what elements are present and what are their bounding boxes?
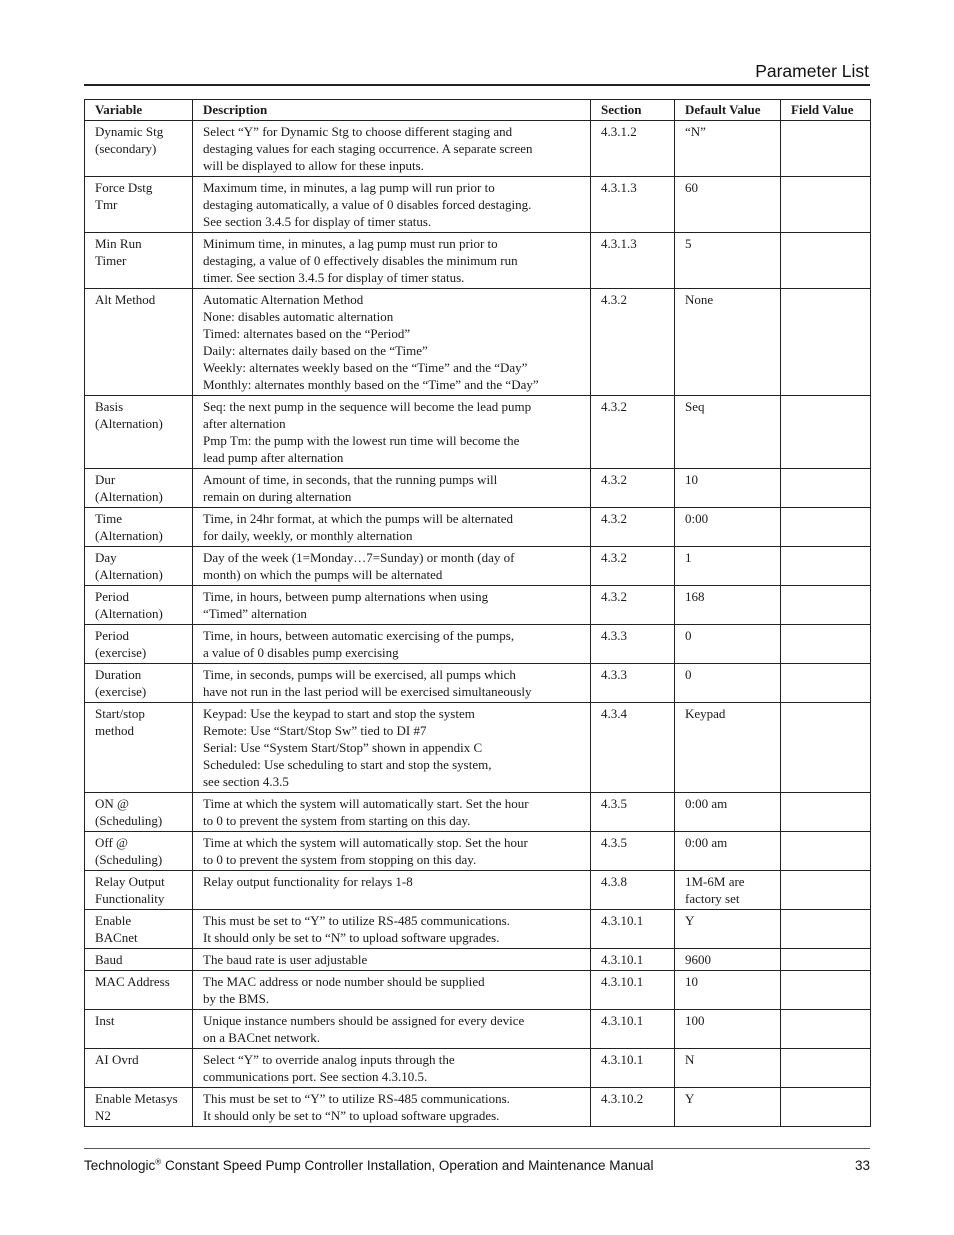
default-value-cell: 0 (675, 625, 781, 664)
default-value-cell: Seq (675, 396, 781, 469)
section-cell: 4.3.2 (591, 289, 675, 396)
page-title: Parameter List (755, 61, 869, 81)
table-row (85, 233, 871, 289)
field-value-cell[interactable] (781, 469, 871, 508)
description-cell: Minimum time, in minutes, a lag pump must run prior to destaging, a value of 0 effectively disables the minimum run timer. See section 3.4.5 for display of timer status. (193, 233, 591, 289)
variable-cell: Inst (85, 1010, 193, 1049)
section-cell: 4.3.1.3 (591, 177, 675, 233)
table-row (85, 396, 871, 469)
variable-cell: Duration (exercise) (85, 664, 193, 703)
variable-cell: Period (Alternation) (85, 586, 193, 625)
field-value-cell[interactable] (781, 625, 871, 664)
variable-cell: Day (Alternation) (85, 547, 193, 586)
section-cell: 4.3.10.2 (591, 1088, 675, 1127)
description-cell: Day of the week (1=Monday…7=Sunday) or month (day of month) on which the pumps will be alternated (193, 547, 591, 586)
description-cell: Select “Y” for Dynamic Stg to choose different staging and destaging values for each staging occurrence. A separate screen will be displayed to allow for these inputs. (193, 121, 591, 177)
description-cell: Maximum time, in minutes, a lag pump will run prior to destaging automatically, a value of 0 disables forced destaging. See section 3.4.5 for display of timer status. (193, 177, 591, 233)
footer-brand: Technologic (84, 1158, 156, 1173)
column-header-default-value: Default Value (675, 100, 781, 121)
header-row (85, 100, 871, 121)
default-value-cell: 0:00 (675, 508, 781, 547)
section-cell: 4.3.10.1 (591, 910, 675, 949)
registered-mark: ® (155, 1157, 162, 1167)
description-cell: Automatic Alternation Method None: disables automatic alternation Timed: alternates based on the “Period” Daily: alternates daily based on the “Time” Weekly: alternates weekly based on the “Time” and the “Day” Monthly: alternates monthly based on the “Time” and the “Day” (193, 289, 591, 396)
variable-cell: Alt Method (85, 289, 193, 396)
field-value-cell[interactable] (781, 1010, 871, 1049)
description-cell: Time at which the system will automatically start. Set the hour to 0 to prevent the system from starting on this day. (193, 793, 591, 832)
table-body (85, 121, 871, 1127)
variable-cell: Period (exercise) (85, 625, 193, 664)
description-cell: Time at which the system will automatically stop. Set the hour to 0 to prevent the system from stopping on this day. (193, 832, 591, 871)
footer-rule (84, 1148, 870, 1149)
section-cell: 4.3.1.2 (591, 121, 675, 177)
default-value-cell: 1 (675, 547, 781, 586)
variable-cell: Enable Metasys N2 (85, 1088, 193, 1127)
default-value-cell: 0 (675, 664, 781, 703)
field-value-cell[interactable] (781, 177, 871, 233)
section-cell: 4.3.2 (591, 508, 675, 547)
table-row (85, 971, 871, 1010)
default-value-cell: 5 (675, 233, 781, 289)
variable-cell: Time (Alternation) (85, 508, 193, 547)
section-cell: 4.3.10.1 (591, 1010, 675, 1049)
description-cell: This must be set to “Y” to utilize RS-485 communications. It should only be set to “N” to upload software upgrades. (193, 910, 591, 949)
section-cell: 4.3.10.1 (591, 971, 675, 1010)
default-value-cell: 100 (675, 1010, 781, 1049)
variable-cell: Force Dstg Tmr (85, 177, 193, 233)
table-row (85, 832, 871, 871)
field-value-cell[interactable] (781, 1088, 871, 1127)
table-row (85, 469, 871, 508)
variable-cell: Min Run Timer (85, 233, 193, 289)
footer (84, 1158, 870, 1173)
field-value-cell[interactable] (781, 289, 871, 396)
default-value-cell: Y (675, 910, 781, 949)
field-value-cell[interactable] (781, 121, 871, 177)
variable-cell: Baud (85, 949, 193, 971)
table-header (85, 100, 871, 121)
table-row (85, 664, 871, 703)
page-number: 33 (854, 1158, 870, 1173)
variable-cell: Dur (Alternation) (85, 469, 193, 508)
field-value-cell[interactable] (781, 396, 871, 469)
column-header-description: Description (193, 100, 591, 121)
default-value-cell: 1M-6M are factory set (675, 871, 781, 910)
table-row (85, 1049, 871, 1088)
description-cell: Time, in hours, between pump alternations when using “Timed” alternation (193, 586, 591, 625)
description-cell: This must be set to “Y” to utilize RS-485 communications. It should only be set to “N” to upload software upgrades. (193, 1088, 591, 1127)
default-value-cell: Y (675, 1088, 781, 1127)
section-cell: 4.3.3 (591, 625, 675, 664)
default-value-cell: 10 (675, 971, 781, 1010)
field-value-cell[interactable] (781, 871, 871, 910)
section-cell: 4.3.2 (591, 547, 675, 586)
table-row (85, 625, 871, 664)
field-value-cell[interactable] (781, 233, 871, 289)
field-value-cell[interactable] (781, 703, 871, 793)
table-row (85, 1010, 871, 1049)
variable-cell: MAC Address (85, 971, 193, 1010)
description-cell: Keypad: Use the keypad to start and stop the system Remote: Use “Start/Stop Sw” tied to DI #7 Serial: Use “System Start/Stop” shown in appendix C Scheduled: Use scheduling to start and stop the system, see section 4.3.5 (193, 703, 591, 793)
table-row (85, 703, 871, 793)
default-value-cell: 60 (675, 177, 781, 233)
default-value-cell: None (675, 289, 781, 396)
default-value-cell: Keypad (675, 703, 781, 793)
description-cell: Relay output functionality for relays 1-8 (193, 871, 591, 910)
description-cell: Amount of time, in seconds, that the running pumps will remain on during alternation (193, 469, 591, 508)
variable-cell: Dynamic Stg (secondary) (85, 121, 193, 177)
table-row (85, 1088, 871, 1127)
field-value-cell[interactable] (781, 971, 871, 1010)
section-cell: 4.3.2 (591, 396, 675, 469)
table-row (85, 949, 871, 971)
field-value-cell[interactable] (781, 949, 871, 971)
default-value-cell: N (675, 1049, 781, 1088)
default-value-cell: 0:00 am (675, 793, 781, 832)
table-row (85, 793, 871, 832)
default-value-cell: “N” (675, 121, 781, 177)
field-value-cell[interactable] (781, 793, 871, 832)
footer-manual-title: Constant Speed Pump Controller Installation, Operation and Maintenance Manual (161, 1158, 654, 1173)
description-cell: Select “Y” to override analog inputs through the communications port. See section 4.3.10.5. (193, 1049, 591, 1088)
section-cell: 4.3.10.1 (591, 949, 675, 971)
column-header-variable: Variable (85, 100, 193, 121)
description-cell: Seq: the next pump in the sequence will become the lead pump after alternation Pmp Tm: the pump with the lowest run time will become the lead pump after alternation (193, 396, 591, 469)
field-value-cell[interactable] (781, 586, 871, 625)
default-value-cell: 10 (675, 469, 781, 508)
column-header-section: Section (591, 100, 675, 121)
description-cell: Time, in 24hr format, at which the pumps will be alternated for daily, weekly, or monthly alternation (193, 508, 591, 547)
table-row (85, 289, 871, 396)
field-value-cell[interactable] (781, 547, 871, 586)
description-cell: Time, in seconds, pumps will be exercised, all pumps which have not run in the last period will be exercised simultaneously (193, 664, 591, 703)
table-row (85, 910, 871, 949)
field-value-cell[interactable] (781, 664, 871, 703)
default-value-cell: 168 (675, 586, 781, 625)
section-cell: 4.3.5 (591, 793, 675, 832)
variable-cell: Relay Output Functionality (85, 871, 193, 910)
section-cell: 4.3.1.3 (591, 233, 675, 289)
variable-cell: AI Ovrd (85, 1049, 193, 1088)
variable-cell: Enable BACnet (85, 910, 193, 949)
column-header-field-value: Field Value (781, 100, 871, 121)
section-cell: 4.3.10.1 (591, 1049, 675, 1088)
section-cell: 4.3.2 (591, 586, 675, 625)
default-value-cell: 0:00 am (675, 832, 781, 871)
section-cell: 4.3.3 (591, 664, 675, 703)
field-value-cell[interactable] (781, 910, 871, 949)
description-cell: Time, in hours, between automatic exercising of the pumps, a value of 0 disables pump exercising (193, 625, 591, 664)
table-row (85, 547, 871, 586)
table-row (85, 871, 871, 910)
variable-cell: Basis (Alternation) (85, 396, 193, 469)
default-value-cell: 9600 (675, 949, 781, 971)
variable-cell: Start/stop method (85, 703, 193, 793)
field-value-cell[interactable] (781, 508, 871, 547)
field-value-cell[interactable] (781, 1049, 871, 1088)
header-rule (84, 84, 870, 86)
section-cell: 4.3.2 (591, 469, 675, 508)
parameter-table (84, 99, 871, 1127)
table-row (85, 508, 871, 547)
description-cell: The MAC address or node number should be supplied by the BMS. (193, 971, 591, 1010)
variable-cell: ON @ (Scheduling) (85, 793, 193, 832)
table-row (85, 177, 871, 233)
description-cell: The baud rate is user adjustable (193, 949, 591, 971)
table-row (85, 586, 871, 625)
variable-cell: Off @ (Scheduling) (85, 832, 193, 871)
table-row (85, 121, 871, 177)
section-cell: 4.3.4 (591, 703, 675, 793)
section-cell: 4.3.8 (591, 871, 675, 910)
description-cell: Unique instance numbers should be assigned for every device on a BACnet network. (193, 1010, 591, 1049)
section-cell: 4.3.5 (591, 832, 675, 871)
field-value-cell[interactable] (781, 832, 871, 871)
